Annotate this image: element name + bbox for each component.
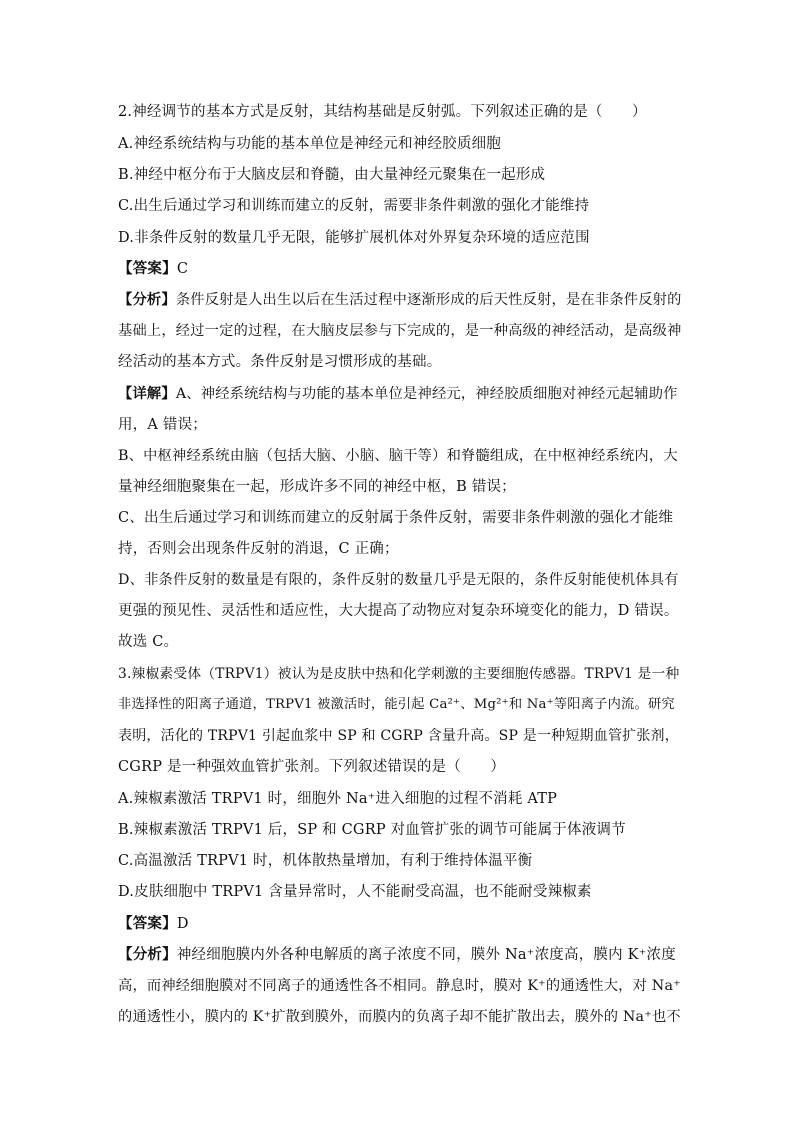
q2-answer bbox=[118, 259, 188, 279]
q2-detail-tag: 【详解】 bbox=[118, 386, 176, 402]
q2-detail-line-9: 故选 C。 bbox=[118, 634, 179, 650]
q2-detail-line-1 bbox=[118, 384, 678, 404]
q3-option-c: C.高温激活 TRPV1 时，机体散热量增加，有利于维持体温平衡 bbox=[118, 853, 533, 869]
q2-analysis-tag: 【分析】 bbox=[118, 292, 176, 308]
q2-analysis-line-1 bbox=[118, 290, 682, 310]
q2-detail-line-2: 用，A 错误； bbox=[118, 417, 207, 433]
q2-option-b: B.神经中枢分布于大脑皮层和脊髓，由大量神经元聚集在一起形成 bbox=[118, 167, 546, 183]
q3-option-b: B.辣椒素激活 TRPV1 后，SP 和 CGRP 对血管扩张的调节可能属于体液调节 bbox=[118, 822, 626, 838]
q2-stem: 2.神经调节的基本方式是反射，其结构基础是反射弧。下列叙述正确的是（ ） bbox=[118, 104, 647, 120]
q2-option-d: D.非条件反射的数量几乎无限，能够扩展机体对外界复杂环境的适应范围 bbox=[118, 230, 590, 246]
q2-detail-line-8: 更强的预见性、灵活性和适应性，大大提高了动物应对复杂环境变化的能力，D 错误。 bbox=[118, 603, 679, 619]
q2-option-a: A.神经系统结构与功能的基本单位是神经元和神经胶质细胞 bbox=[118, 136, 501, 152]
q3-option-a: A.辣椒素激活 TRPV1 时，细胞外 Na⁺进入细胞的过程不消耗 ATP bbox=[118, 791, 558, 807]
q2-detail-line-4: 量神经细胞聚集在一起，形成许多不同的神经中枢，B 错误； bbox=[118, 479, 516, 495]
q3-stem-line-2: 非选择性的阳离子通道，TRPV1 被激活时，能引起 Ca²⁺、Mg²⁺和 Na⁺等阳离子内流。研究 bbox=[118, 697, 675, 712]
q2-option-c: C.出生后通过学习和训练而建立的反射，需要非条件刺激的强化才能维持 bbox=[118, 198, 590, 214]
q3-analysis-line-1 bbox=[118, 945, 676, 965]
q3-answer-value: D bbox=[176, 916, 189, 932]
q3-stem-line-4: CGRP 是一种强效血管扩张剂。下列叙述错误的是（ ） bbox=[118, 759, 506, 775]
q3-stem-line-1: 3.辣椒素受体（TRPV1）被认为是皮肤中热和化学刺激的主要细胞传感器。TRPV1 是一种 bbox=[118, 666, 680, 682]
q2-answer-value: C bbox=[176, 261, 189, 277]
q2-detail-line-6: 持，否则会出现条件反射的消退，C 正确； bbox=[118, 541, 399, 557]
q3-analysis-text-1: 神经细胞膜内外各种电解质的离子浓度不同，膜外 Na⁺浓度高，膜内 K⁺浓度 bbox=[176, 947, 676, 963]
q3-answer bbox=[118, 914, 189, 934]
q2-detail-line-3: B、中枢神经系统由脑（包括大脑、小脑、脑干等）和脊髓组成，在中枢神经系统内，大 bbox=[118, 448, 678, 464]
q2-detail-text-1: A、神经系统结构与功能的基本单位是神经元，神经胶质细胞对神经元起辅助作 bbox=[175, 386, 678, 402]
q2-analysis-line-3: 经活动的基本方式。条件反射是习惯形成的基础。 bbox=[118, 354, 442, 370]
q3-analysis-line-3: 的通透性小，膜内的 K⁺扩散到膜外，而膜内的负离子却不能扩散出去，膜外的 Na⁺也不 bbox=[118, 1009, 681, 1025]
q3-analysis-line-2: 高，而神经细胞膜对不同离子的通透性各不相同。静息时，膜对 K⁺的通透性大，对 Na⁺ bbox=[118, 978, 681, 994]
q2-detail-line-7: D、非条件反射的数量是有限的，条件反射的数量几乎是无限的，条件反射能使机体具有 bbox=[118, 572, 679, 588]
q3-answer-tag: 【答案】 bbox=[118, 915, 177, 932]
q2-analysis-text-1: 条件反射是人出生以后在生活过程中逐渐形成的后天性反射，是在非条件反射的 bbox=[175, 292, 682, 308]
q3-option-d: D.皮肤细胞中 TRPV1 含量异常时，人不能耐受高温，也不能耐受辣椒素 bbox=[118, 884, 592, 900]
q2-detail-line-5: C、出生后通过学习和训练而建立的反射属于条件反射，需要非条件刺激的强化才能维 bbox=[118, 510, 674, 526]
q3-analysis-tag: 【分析】 bbox=[118, 946, 177, 963]
q3-stem-line-3: 表明，活化的 TRPV1 引起血浆中 SP 和 CGRP 含量升高。SP 是一种短期血管扩张剂， bbox=[118, 728, 679, 744]
q2-analysis-line-2: 基础上，经过一定的过程，在大脑皮层参与下完成的，是一种高级的神经活动，是高级神 bbox=[118, 323, 682, 339]
q2-answer-tag: 【答案】 bbox=[118, 260, 177, 277]
